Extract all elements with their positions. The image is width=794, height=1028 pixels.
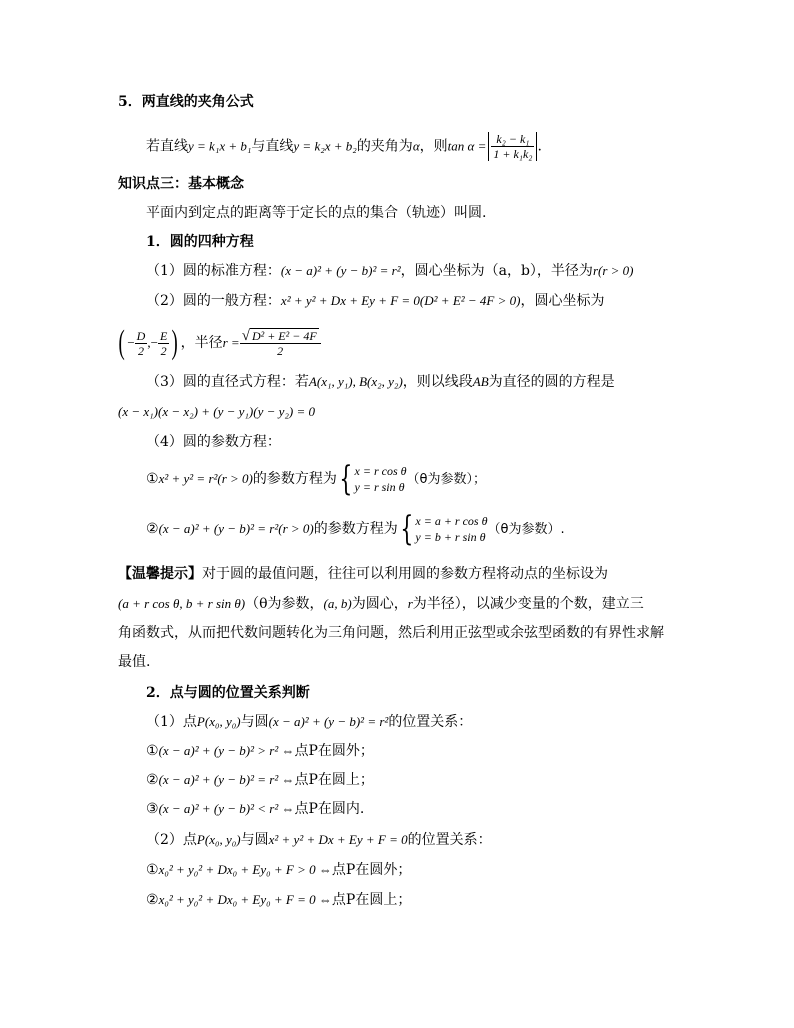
tip-text: （θ为参数， xyxy=(245,596,324,612)
param1-equation: x² + y² = r²(r > 0) xyxy=(158,471,253,486)
segment-ab: AB xyxy=(472,374,489,389)
result: 点P在圆上； xyxy=(331,892,412,908)
line1-equation: y = k₁x + b₁ xyxy=(188,138,252,154)
parametric-heading: （4）圆的参数方程： xyxy=(146,434,281,450)
diameter-points: A(x₁, y₁), B(x₂, y₂) xyxy=(308,374,403,389)
four-equations-heading: 1．圆的四种方程 xyxy=(146,234,254,250)
text: （1）点 xyxy=(146,714,197,730)
circle-equation: (x − a)² + (y − b)² = r² xyxy=(268,714,389,729)
diameter-equation: (x − x₁)(x − x₂) + (y − y₁)(y − y₂) = 0 xyxy=(118,404,316,419)
text: 的位置关系： xyxy=(407,832,492,848)
circle-equation: x² + y² + Dx + Ey + F = 0 xyxy=(268,832,408,847)
text: （2）圆的一般方程： xyxy=(146,293,281,309)
case-y: y = b + r sin θ xyxy=(415,530,486,544)
center-x-fraction xyxy=(135,329,148,358)
case-x: x = r cos θ xyxy=(354,464,407,478)
tip-line-2 xyxy=(118,594,644,614)
param-coordinate: (a + r cos θ, b + r sin θ) xyxy=(118,596,246,611)
diameter-equation-line xyxy=(146,372,615,392)
case-outside-1 xyxy=(146,741,374,761)
result: 点P在圆内. xyxy=(294,801,365,817)
circle-definition: 平面内到定点的距离等于定长的点的集合（轨迹）叫圆. xyxy=(146,205,487,221)
tip-text: 为圆心， xyxy=(351,596,408,612)
tan-fraction xyxy=(491,132,534,161)
text: （2）点 xyxy=(146,832,197,848)
standard-equation: (x − a)² + (y − b)² = r² xyxy=(280,263,401,278)
center-y-fraction xyxy=(158,329,169,358)
standard-equation-line xyxy=(146,261,634,281)
tip-line-4: 最值. xyxy=(118,654,151,670)
frac-denominator: 1 + k₁k₂ xyxy=(493,147,533,161)
line2-equation: y = k₂x + b₂ xyxy=(293,138,357,154)
text: 与圆 xyxy=(240,714,269,730)
relation-2-line xyxy=(146,830,492,850)
radius-lhs: r = xyxy=(222,335,240,350)
left-brace: { xyxy=(339,459,353,499)
angle-formula-line xyxy=(146,132,542,161)
text: 为直径的圆的方程是 xyxy=(488,374,615,390)
relation-1-line xyxy=(146,712,472,732)
relation-heading: 2．点与圆的位置关系判断 xyxy=(146,685,310,701)
tip-text: 为半径），以减少变量的个数，建立三 xyxy=(412,596,644,612)
tip-label: 【温馨提示】 xyxy=(118,566,202,582)
section-5-heading: 5．两直线的夹角公式 xyxy=(118,94,254,110)
radius-condition: r(r > 0) xyxy=(592,263,634,278)
case-y: y = r sin θ xyxy=(354,480,405,494)
text: 的参数方程为 xyxy=(252,471,337,487)
center-y-num: E xyxy=(159,328,168,343)
sqrt-content: D² + E² − 4F xyxy=(251,329,317,343)
center-y-den: 2 xyxy=(160,343,167,358)
left-paren: ( xyxy=(118,324,125,361)
radius-denominator: 2 xyxy=(277,344,284,358)
case-on-2 xyxy=(146,890,411,910)
general-equation: x² + y² + Dx + Ey + F = 0(D² + E² − 4F > 0) xyxy=(280,293,521,308)
param2-cases xyxy=(415,513,487,545)
text: （1）圆的标准方程： xyxy=(146,263,281,279)
case-on-1 xyxy=(146,770,374,790)
circle-num-1: ① xyxy=(146,862,159,878)
text: ，圆心坐标为（a，b），半径为 xyxy=(400,263,593,279)
parametric-1-line xyxy=(146,459,486,499)
inequality: (x − a)² + (y − b)² < r² ⇔ xyxy=(158,801,295,816)
circle-num-2: ② xyxy=(146,521,159,537)
left-brace: { xyxy=(400,509,414,549)
center-x-den: 2 xyxy=(138,343,144,358)
param2-equation: (x − a)² + (y − b)² = r²(r > 0) xyxy=(158,521,314,536)
tip-line-1 xyxy=(118,564,608,584)
circle-num-1: ① xyxy=(146,471,159,487)
point-p: P(x₀, y₀) xyxy=(196,832,241,847)
frac-numerator: k₂ − k₁ xyxy=(491,132,534,147)
case-x: x = a + r cos θ xyxy=(415,514,488,528)
equality: (x − a)² + (y − b)² = r² ⇔ xyxy=(158,772,295,787)
result: 点P在圆上； xyxy=(294,772,374,788)
text: 与圆 xyxy=(240,832,269,848)
general-equation-line xyxy=(146,291,604,311)
text: （3）圆的直径式方程：若 xyxy=(146,374,309,390)
equality: x₀² + y₀² + Dx₀ + Ey₀ + F = 0 ⇔ xyxy=(158,892,332,907)
result: 点P在圆外； xyxy=(331,862,412,878)
text: 的参数方程为 xyxy=(313,521,398,537)
text: ，则以线段 xyxy=(402,374,473,390)
text: ，则 xyxy=(419,138,448,155)
text: 的夹角为 xyxy=(356,138,413,155)
kp3-heading: 知识点三：基本概念 xyxy=(118,176,244,192)
text: 的位置关系： xyxy=(388,714,473,730)
text: ，半径 xyxy=(180,335,223,351)
inequality: (x − a)² + (y − b)² > r² ⇔ xyxy=(158,743,295,758)
circle-num-3: ③ xyxy=(146,801,159,817)
center-ab: (a, b) xyxy=(323,596,352,611)
radius-fraction xyxy=(240,328,321,358)
param1-cases xyxy=(355,463,407,495)
period: . xyxy=(537,138,542,155)
case-inside-1 xyxy=(146,799,364,819)
tip-line-3: 角函数式，从而把代数问题转化为三角问题，然后利用正弦型或余弦型函数的有界性求解 xyxy=(118,625,664,641)
text: 若直线 xyxy=(146,138,188,155)
circle-num-2: ② xyxy=(146,772,159,788)
inequality: x₀² + y₀² + Dx₀ + Ey₀ + F > 0 ⇔ xyxy=(158,862,332,877)
center-radius-line: ( − $\frac{D}{2}$ ,− $\frac{E}{2}$ ) ，半径r = $\frac{\text{√ D² + E² − 4F}}{2}$ xyxy=(116,326,321,360)
abs-fraction xyxy=(488,132,537,161)
result: 点P在圆外； xyxy=(294,743,374,759)
param2-note: （θ为参数）. xyxy=(487,522,565,537)
text: ，圆心坐标为 xyxy=(520,293,605,309)
right-paren: ) xyxy=(171,324,179,361)
circle-num-2: ② xyxy=(146,892,159,908)
point-p: P(x₀, y₀) xyxy=(196,714,241,729)
case-outside-2 xyxy=(146,860,411,880)
circle-num-1: ① xyxy=(146,743,159,759)
tip-text: 对于圆的最值问题，往往可以利用圆的参数方程将动点的坐标设为 xyxy=(202,566,608,582)
center-x-num: D xyxy=(136,328,146,343)
text: 与直线 xyxy=(251,138,294,155)
radius-r: r xyxy=(407,596,413,611)
param1-note: （θ为参数）； xyxy=(406,472,486,487)
alpha-symbol: α xyxy=(412,138,420,154)
radius-numerator: √ D² + E² − 4F xyxy=(240,328,321,344)
parametric-2-line xyxy=(146,509,565,549)
tan-lhs: tan α = xyxy=(447,138,487,154)
